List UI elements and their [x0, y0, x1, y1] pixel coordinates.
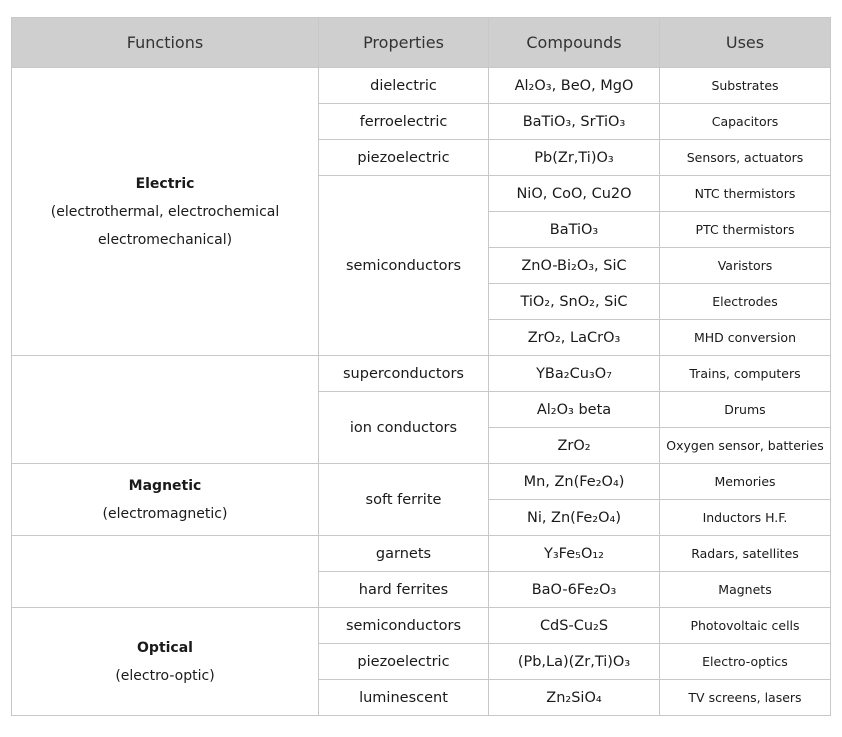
use-cell: TV screens, lasers [660, 680, 831, 716]
function-electric [12, 68, 319, 356]
use-cell: Electro-optics [660, 644, 831, 680]
function-desc: (electrothermal, electrochemical [50, 203, 280, 220]
property-cell: luminescent [319, 680, 489, 716]
compound-cell: Zn₂SiO₄ [489, 680, 660, 716]
compound-cell: Mn, Zn(Fe₂O₄) [489, 464, 660, 500]
compound-cell: Al₂O₃, BeO, MgO [489, 68, 660, 104]
property-cell: piezoelectric [319, 644, 489, 680]
use-cell: Trains, computers [660, 356, 831, 392]
use-cell: Varistors [660, 248, 831, 284]
compound-cell: Al₂O₃ beta [489, 392, 660, 428]
compound-cell: TiO₂, SnO₂, SiC [489, 284, 660, 320]
use-cell: Substrates [660, 68, 831, 104]
compound-cell: Y₃Fe₅O₁₂ [489, 536, 660, 572]
compound-cell: CdS-Cu₂S [489, 608, 660, 644]
function-desc: (electro-optic) [115, 667, 215, 684]
compound-cell: Ni, Zn(Fe₂O₄) [489, 500, 660, 536]
function-optical [12, 608, 319, 716]
use-cell: Magnets [660, 572, 831, 608]
function-magnetic [12, 464, 319, 536]
header-properties: Properties [319, 18, 489, 68]
table-row [12, 464, 831, 500]
use-cell: NTC thermistors [660, 176, 831, 212]
function-desc: electromechanical) [97, 231, 233, 248]
function-empty [12, 356, 319, 464]
table-row [12, 356, 831, 392]
compound-cell: YBa₂Cu₃O₇ [489, 356, 660, 392]
property-cell: hard ferrites [319, 572, 489, 608]
property-cell: semiconductors [319, 608, 489, 644]
use-cell: Memories [660, 464, 831, 500]
use-cell: Electrodes [660, 284, 831, 320]
compound-cell: ZrO₂ [489, 428, 660, 464]
property-cell: ion conductors [319, 392, 489, 464]
table-row [12, 608, 831, 644]
use-cell: Sensors, actuators [660, 140, 831, 176]
header-uses: Uses [660, 18, 831, 68]
compound-cell: (Pb,La)(Zr,Ti)O₃ [489, 644, 660, 680]
compound-cell: BaO-6Fe₂O₃ [489, 572, 660, 608]
use-cell: Photovoltaic cells [660, 608, 831, 644]
use-cell: Drums [660, 392, 831, 428]
property-cell: superconductors [319, 356, 489, 392]
header-functions: Functions [12, 18, 319, 68]
property-cell: ferroelectric [319, 104, 489, 140]
use-cell: MHD conversion [660, 320, 831, 356]
compound-cell: Pb(Zr,Ti)O₃ [489, 140, 660, 176]
ceramics-functions-table [11, 17, 831, 716]
use-cell: Radars, satellites [660, 536, 831, 572]
use-cell: Capacitors [660, 104, 831, 140]
compound-cell: BaTiO₃, SrTiO₃ [489, 104, 660, 140]
compound-cell: NiO, CoO, Cu2O [489, 176, 660, 212]
header-compounds: Compounds [489, 18, 660, 68]
header-row [12, 18, 831, 68]
property-cell: soft ferrite [319, 464, 489, 536]
use-cell: Inductors H.F. [660, 500, 831, 536]
property-cell: piezoelectric [319, 140, 489, 176]
function-empty [12, 536, 319, 608]
table-row [12, 68, 831, 104]
property-cell: garnets [319, 536, 489, 572]
compound-cell: BaTiO₃ [489, 212, 660, 248]
use-cell: PTC thermistors [660, 212, 831, 248]
property-cell: semiconductors [319, 176, 489, 356]
function-desc: (electromagnetic) [102, 505, 228, 522]
use-cell: Oxygen sensor, batteries [660, 428, 831, 464]
function-name: Magnetic [128, 477, 202, 494]
function-name: Optical [137, 639, 193, 656]
compound-cell: ZnO-Bi₂O₃, SiC [489, 248, 660, 284]
compound-cell: ZrO₂, LaCrO₃ [489, 320, 660, 356]
table-row [12, 536, 831, 572]
function-name: Electric [135, 175, 195, 192]
property-cell: dielectric [319, 68, 489, 104]
